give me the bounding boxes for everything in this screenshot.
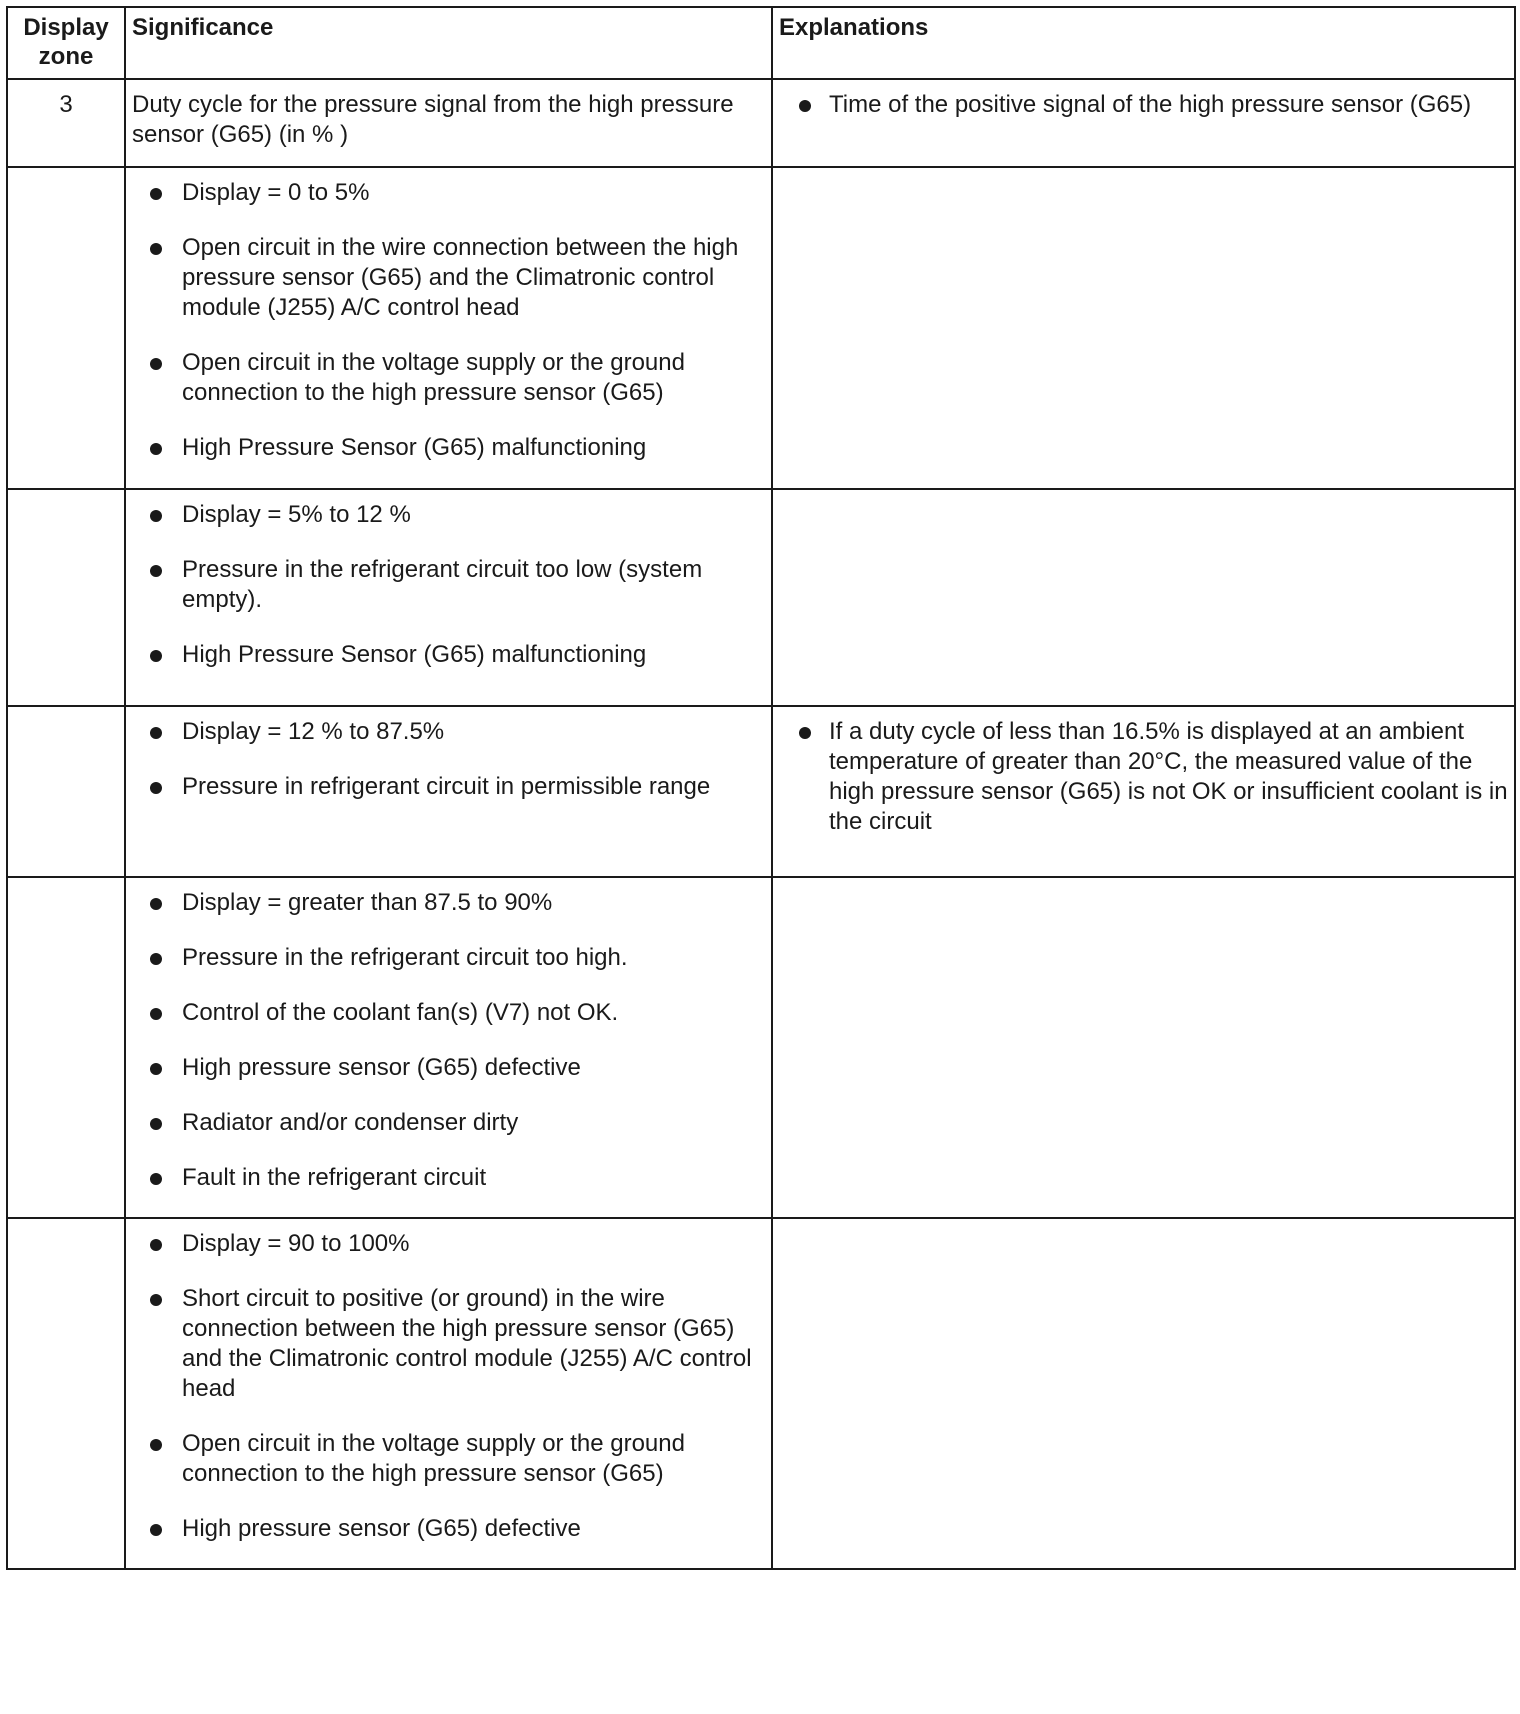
- list-item: [126, 1053, 771, 1083]
- list-item: [126, 998, 771, 1028]
- row-explanations-cell: [772, 1218, 1515, 1569]
- list-item: [126, 233, 771, 323]
- list-item-text: Display = 90 to 100%: [182, 1230, 410, 1257]
- list-item: [126, 640, 771, 670]
- bullet-icon: [150, 1063, 162, 1075]
- list-item-text: High Pressure Sensor (G65) malfunctioning: [182, 641, 647, 668]
- header-explanations: Explanations: [772, 7, 1515, 79]
- list-item: [126, 1284, 771, 1404]
- list-item: [126, 717, 771, 747]
- list-item: [126, 943, 771, 973]
- row-explanations-cell: [772, 877, 1515, 1218]
- row-zone-cell: [7, 167, 125, 489]
- bullet-icon: [150, 1524, 162, 1536]
- row-zone-cell: [7, 489, 125, 706]
- list-item: [126, 500, 771, 530]
- explanation-list: [773, 717, 1514, 837]
- table-row: [7, 877, 1515, 1218]
- list-item: [126, 348, 771, 408]
- bullet-icon: [150, 1439, 162, 1451]
- significance-list: [126, 500, 771, 670]
- list-item-text: Fault in the refrigerant circuit: [182, 1164, 487, 1191]
- list-item-text: Display = 5% to 12 %: [182, 501, 411, 528]
- bullet-icon: [150, 953, 162, 965]
- bullet-icon: [150, 727, 162, 739]
- list-item-text: High pressure sensor (G65) defective: [182, 1054, 581, 1081]
- list-item: [126, 555, 771, 615]
- row-explanations-cell: [772, 167, 1515, 489]
- bullet-icon: [150, 1239, 162, 1251]
- table-row: [7, 79, 1515, 167]
- row-significance-cell: Duty cycle for the pressure signal from the high pressure sensor (G65) (in % ): [125, 79, 772, 167]
- bullet-icon: [150, 898, 162, 910]
- list-item: [126, 1163, 771, 1193]
- bullet-icon: [799, 100, 811, 112]
- significance-list: [126, 1229, 771, 1544]
- significance-list: [126, 178, 771, 463]
- row-significance-cell: [125, 489, 772, 706]
- list-item-text: High pressure sensor (G65) defective: [182, 1515, 581, 1542]
- list-item: [773, 717, 1514, 837]
- explanation-list: [773, 90, 1514, 120]
- list-item-text: Open circuit in the wire connection between the high pressure sensor (G65) and the Climatronic control module (J255) A/C control head: [182, 234, 739, 321]
- list-item-text: If a duty cycle of less than 16.5% is displayed at an ambient temperature of greater than 20°C, the measured value of the high pressure sensor (G65) is not OK or insufficient coolant is in the circuit: [829, 718, 1508, 835]
- bullet-icon: [150, 1008, 162, 1020]
- list-item-text: Display = 0 to 5%: [182, 179, 370, 206]
- bullet-icon: [150, 358, 162, 370]
- bullet-icon: [150, 565, 162, 577]
- row-significance-cell: [125, 1218, 772, 1569]
- significance-list: [126, 717, 771, 802]
- list-item-text: Open circuit in the voltage supply or the ground connection to the high pressure sensor (G65): [182, 1430, 685, 1487]
- bullet-icon: [150, 243, 162, 255]
- bullet-icon: [150, 188, 162, 200]
- list-item-text: Pressure in the refrigerant circuit too high.: [182, 944, 628, 971]
- list-item-text: Time of the positive signal of the high pressure sensor (G65): [829, 91, 1472, 118]
- row-significance-cell: [125, 706, 772, 877]
- row-explanations-cell: [772, 79, 1515, 167]
- header-display-zone: Display zone: [7, 7, 125, 79]
- row-explanations-cell: [772, 489, 1515, 706]
- bullet-icon: [150, 1173, 162, 1185]
- table-row: [7, 167, 1515, 489]
- list-item: [126, 433, 771, 463]
- list-item: [126, 178, 771, 208]
- row-significance-cell: [125, 877, 772, 1218]
- list-item: [126, 1229, 771, 1259]
- row-significance-cell: [125, 167, 772, 489]
- header-significance: Significance: [125, 7, 772, 79]
- bullet-icon: [150, 443, 162, 455]
- bullet-icon: [799, 727, 811, 739]
- row-zone-cell: [7, 706, 125, 877]
- bullet-icon: [150, 650, 162, 662]
- row-zone-cell: [7, 877, 125, 1218]
- diagnostic-table: [6, 6, 1516, 1570]
- table-row: [7, 706, 1515, 877]
- list-item: [126, 772, 771, 802]
- list-item: [773, 90, 1514, 120]
- list-item-text: Radiator and/or condenser dirty: [182, 1109, 519, 1136]
- bullet-icon: [150, 782, 162, 794]
- table-row: [7, 489, 1515, 706]
- bullet-icon: [150, 1294, 162, 1306]
- list-item-text: Short circuit to positive (or ground) in the wire connection between the high pressure sensor (G65) and the Climatronic control module (J255) A/C control head: [182, 1285, 752, 1402]
- list-item: [126, 1108, 771, 1138]
- list-item-text: High Pressure Sensor (G65) malfunctioning: [182, 434, 647, 461]
- row-zone-cell: 3: [7, 79, 125, 167]
- row-explanations-cell: [772, 706, 1515, 877]
- table-header-row: [7, 7, 1515, 79]
- list-item-text: Control of the coolant fan(s) (V7) not OK.: [182, 999, 619, 1026]
- list-item-text: Display = 12 % to 87.5%: [182, 718, 445, 745]
- list-item-text: Pressure in the refrigerant circuit too low (system empty).: [182, 556, 703, 613]
- bullet-icon: [150, 510, 162, 522]
- table-row: [7, 1218, 1515, 1569]
- list-item-text: Open circuit in the voltage supply or the ground connection to the high pressure sensor (G65): [182, 349, 685, 406]
- row-zone-cell: [7, 1218, 125, 1569]
- list-item: [126, 1429, 771, 1489]
- list-item-text: Display = greater than 87.5 to 90%: [182, 889, 553, 916]
- bullet-icon: [150, 1118, 162, 1130]
- significance-list: [126, 888, 771, 1193]
- list-item: [126, 888, 771, 918]
- list-item-text: Pressure in refrigerant circuit in permissible range: [182, 773, 711, 800]
- list-item: [126, 1514, 771, 1544]
